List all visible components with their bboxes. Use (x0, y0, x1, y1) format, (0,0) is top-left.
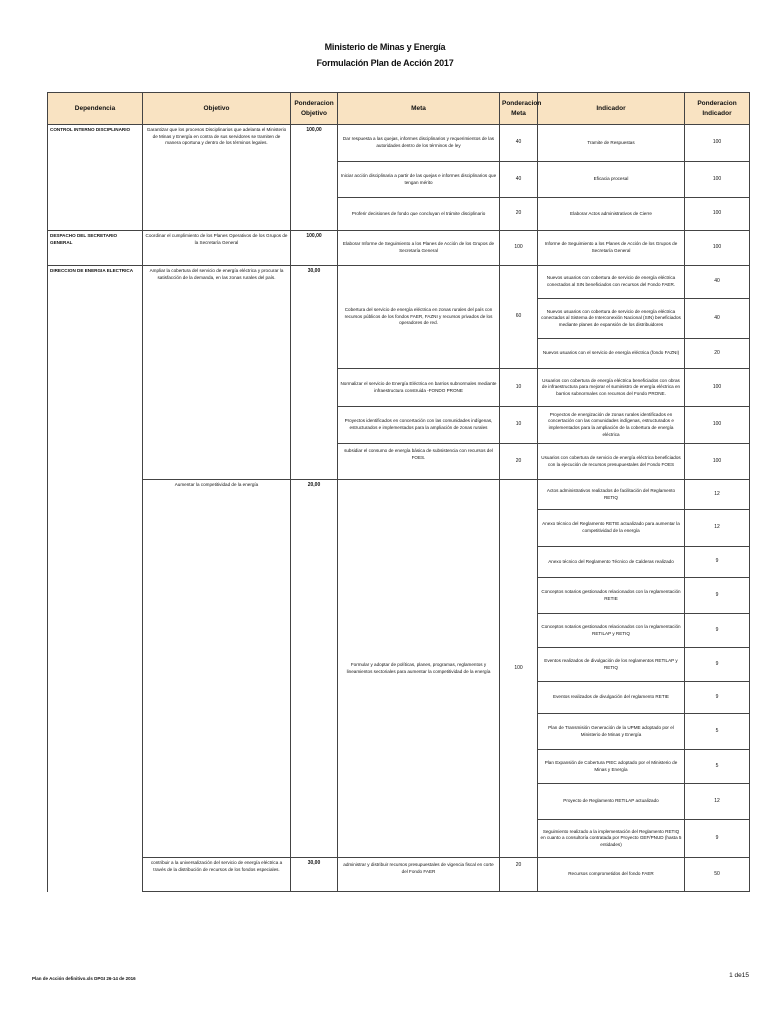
document-title: Ministerio de Minas y Energía (324, 42, 446, 52)
cell-meta: Dar respuesta a las quejas, informes disciplinarios y requerimientos de las autoridades dentro de los términos de ley (338, 125, 500, 162)
cell-indicador: Plan Expansión de Cobertura PIEC adoptado por el Ministerio de Minas y Energía (538, 750, 685, 784)
cell-pond-indicador: 9 (685, 547, 750, 578)
cell-pond-indicador: 12 (685, 510, 750, 547)
cell-meta: Proferir decisiones de fondo que concluyan el trámite disciplinario (338, 198, 500, 231)
cell-indicador: Informe de Seguimiento a los Planes de Acción de los Grupos de Secretaría General (538, 231, 685, 266)
cell-meta: Proyectos identificados en concertación con las comunidades indígenas, estructurados e implementados para la ampliación de zonas rurales (338, 407, 500, 444)
cell-indicador: Anexo técnico del Reglamento Técnico de Calderas realizado (538, 547, 685, 578)
cell-objetivo: Garantizar que los procesos Disciplinarios que adelanta el Ministerio de Minas y Energía en contra de sus servidores se tramiten de manera oportuna y dentro de los términos legales. (143, 125, 291, 231)
col-objetivo: Objetivo (143, 93, 291, 125)
cell-indicador: Plan de Transmisión Generación de la UPME adoptado por el Ministerio de Minas y Energía (538, 714, 685, 750)
table-row (48, 125, 750, 162)
document-subtitle: Formulación Plan de Acción 2017 (316, 58, 454, 68)
cell-objetivo: contribuir a la universalización del servicio de energía eléctrica a través de la distribución de recursos de los fondos especiales. (143, 858, 291, 892)
cell-indicador: Proyecto de Reglamento RETILAP actualizado (538, 784, 685, 820)
cell-indicador: Eventos realizados de divulgación de los reglamentos RETILAP y RETIQ (538, 648, 685, 682)
cell-pond-indicador: 12 (685, 480, 750, 510)
col-pond-indicador: Ponderacion Indicador (685, 93, 750, 125)
cell-objetivo: Ampliar la cobertura del servicio de energía eléctrica y procurar la satisfacción de la demanda, en las zonas rurales del país. (143, 266, 291, 480)
cell-pond-objetivo: 30,00 (291, 266, 338, 480)
cell-meta: Elaborar Informe de Seguimiento a los Planes de Acción de los Grupos de Secretaría General (338, 231, 500, 266)
cell-meta: subsidiar el consumo de energía básica de subsistencia con recursos del FOES. (338, 444, 500, 480)
cell-indicador: Conceptos notarios gestionados relacionados con la reglamentación RETIE (538, 578, 685, 614)
cell-indicador: Proyectos de energización de zonas rurales identificados en concertación con las comunidades indígenas, estructurados e implementados para la ampliación de la cobertura de energía eléctrica (538, 407, 685, 444)
table-header-row (48, 93, 750, 125)
cell-dependencia: DESPACHO DEL SECRETARIO GENERAL (48, 231, 143, 266)
cell-pond-meta: 20 (500, 198, 538, 231)
cell-pond-indicador: 40 (685, 266, 750, 299)
table-row (48, 231, 750, 266)
cell-indicador: Conceptos notarios gestionados relacionados con la reglamentación RETILAP y RETIQ (538, 614, 685, 648)
cell-objetivo: Aumentar la competitividad de la energía (143, 480, 291, 858)
col-dependencia: Dependencia (48, 93, 143, 125)
cell-pond-indicador: 9 (685, 614, 750, 648)
cell-pond-meta: 100 (500, 231, 538, 266)
action-plan-table (47, 92, 750, 892)
cell-meta: Iniciar acción disciplinaria a partir de las quejas e informes disciplinarios que tengan mérito (338, 162, 500, 198)
cell-indicador: Nuevos usuarios con cobertura de servicio de energía eléctrica conectados al SIN beneficiados con recursos del Fondo FAER. (538, 266, 685, 299)
cell-pond-indicador: 12 (685, 784, 750, 820)
cell-pond-meta: 100 (500, 480, 538, 858)
cell-indicador: Usuarios con cobertura de energía eléctrica beneficiados con obras de infraestructura para mejorar el suministro de energía eléctrica en barrios subnormales con recursos del Fondo PRONE. (538, 369, 685, 407)
cell-indicador: Recursos comprometidos del fondo FAER (538, 858, 685, 892)
cell-indicador: Actos administrativos realizados de facilitación del Reglamento RETIQ (538, 480, 685, 510)
cell-pond-indicador: 100 (685, 444, 750, 480)
cell-pond-objetivo: 30,00 (291, 858, 338, 892)
cell-pond-indicador: 9 (685, 682, 750, 714)
cell-pond-meta: 20 (500, 858, 538, 892)
cell-indicador: Eficacia procesal (538, 162, 685, 198)
cell-pond-objetivo: 100,00 (291, 125, 338, 231)
cell-pond-indicador: 100 (685, 125, 750, 162)
cell-meta: Cobertura del servicio de energía eléctrica en zonas rurales del país con recursos públicos de los fondos FAER, FAZNI y recursos privados de los operadores de red. (338, 266, 500, 369)
cell-indicador: Tramite de Respuestas (538, 125, 685, 162)
cell-pond-indicador: 5 (685, 750, 750, 784)
cell-pond-objetivo: 100,00 (291, 231, 338, 266)
col-pond-objetivo: Ponderacion Objetivo (291, 93, 338, 125)
cell-pond-meta: 10 (500, 369, 538, 407)
cell-pond-indicador: 9 (685, 648, 750, 682)
cell-pond-indicador: 50 (685, 858, 750, 892)
footer-filename: Plan de Acción definitivo.xls DPGI 26-14 de 2016 (32, 976, 136, 981)
cell-indicador: Eventos realizados de divulgación del reglamento RETIE (538, 682, 685, 714)
cell-pond-indicador: 100 (685, 198, 750, 231)
cell-indicador: Seguimiento realizado a la implementación del Reglamento RETIQ en cuanto a consultoría contratada por Proyecto GEF/PNUD (hasta 5 entidades) (538, 820, 685, 858)
cell-dependencia: CONTROL INTERNO DISCIPLINARIO (48, 125, 143, 231)
cell-pond-meta: 10 (500, 407, 538, 444)
cell-pond-indicador: 40 (685, 299, 750, 339)
cell-pond-indicador: 9 (685, 820, 750, 858)
cell-objetivo: Coordinar el cumplimiento de los Planes Operativos de los Grupos de la Secretaría General (143, 231, 291, 266)
cell-pond-objetivo: 20,00 (291, 480, 338, 858)
table-row (48, 858, 750, 892)
cell-pond-indicador: 100 (685, 407, 750, 444)
cell-indicador: Nuevos usuarios con el servicio de energía eléctrica (fondo FAZNI) (538, 339, 685, 369)
table-row (48, 266, 750, 299)
cell-pond-indicador: 9 (685, 578, 750, 614)
cell-pond-indicador: 100 (685, 231, 750, 266)
col-meta: Meta (338, 93, 500, 125)
col-pond-meta: Ponderacion Meta (500, 93, 538, 125)
cell-indicador: Nuevos usuarios con cobertura de servicio de energía eléctrica conectados al Sistema de Interconexión Nacional (SIN) beneficiados mediante planes de expansión de los distribuidores (538, 299, 685, 339)
cell-meta: Normalizar el servicio de Energía Eléctrica en barrios subnormales mediante infraestructura construida -FONDO PRONE (338, 369, 500, 407)
cell-pond-meta: 20 (500, 444, 538, 480)
cell-dependencia: DIRECCION DE ENERGIA ELECTRICA (48, 266, 143, 892)
cell-indicador: Anexo técnico del Reglamento RETIE actualizado para aumentar la competitividad de la energía (538, 510, 685, 547)
cell-pond-indicador: 5 (685, 714, 750, 750)
page-number: 1 de15 (729, 972, 749, 979)
cell-pond-indicador: 20 (685, 339, 750, 369)
cell-pond-meta: 40 (500, 162, 538, 198)
cell-meta: administrar y distribuir recursos presupuestales de vigencia fiscal en corte del Fondo FAER (338, 858, 500, 892)
cell-indicador: Usuarios con cobertura de servicio de energía eléctrica beneficiados con la ejecución de recursos presupuestales del Fondo FOES (538, 444, 685, 480)
cell-indicador: Elaborar Actos administrativos de Cierre (538, 198, 685, 231)
table-row (48, 480, 750, 510)
cell-pond-meta: 40 (500, 125, 538, 162)
cell-pond-meta: 60 (500, 266, 538, 369)
col-indicador: Indicador (538, 93, 685, 125)
cell-pond-indicador: 100 (685, 162, 750, 198)
cell-pond-indicador: 100 (685, 369, 750, 407)
cell-meta: Formular y adoptar de políticas, planes, programas, reglamentos y lineamientos sectoriales para aumentar la competitividad de la energía (338, 480, 500, 858)
